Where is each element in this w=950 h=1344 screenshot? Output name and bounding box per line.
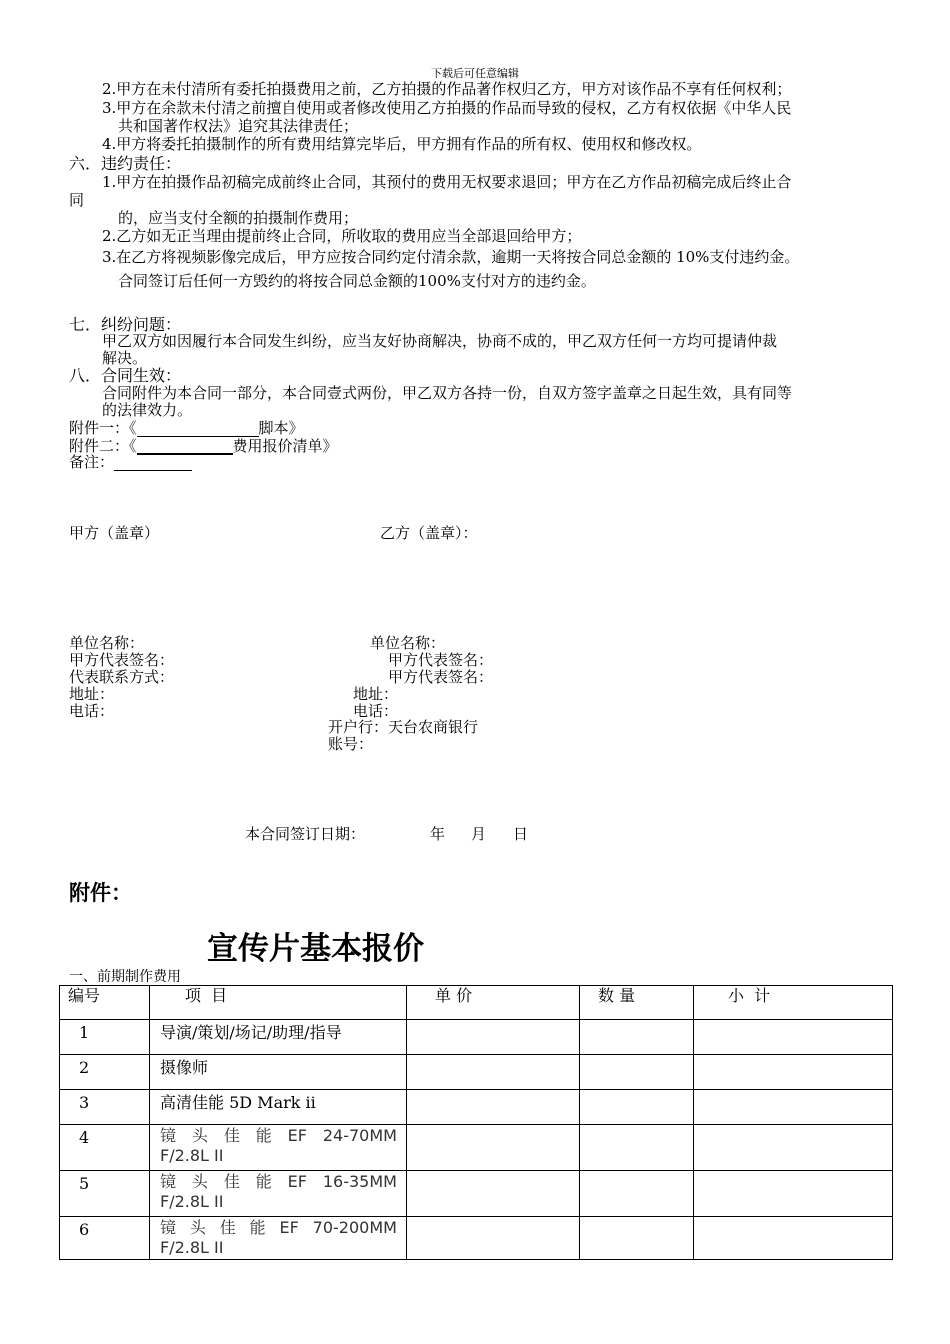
note <box>69 453 192 471</box>
row-quantity[interactable] <box>580 1125 694 1171</box>
row-unit-price[interactable] <box>407 1217 580 1260</box>
sign-date-month: 月 <box>471 825 487 843</box>
left-address: 地址： <box>69 685 115 703</box>
header-no: 编号 <box>60 986 150 1020</box>
row-subtotal[interactable] <box>694 1090 893 1125</box>
row-item-line1 <box>160 1218 397 1238</box>
row-no: 5 <box>60 1171 150 1217</box>
item-word: 70-200MM <box>312 1218 397 1237</box>
item-word: 24-70MM <box>322 1126 397 1145</box>
sign-date-day: 日 <box>513 825 529 843</box>
right-account: 账号： <box>328 735 374 753</box>
row-unit-price[interactable] <box>407 1090 580 1125</box>
header-note: 下载后可任意编辑 <box>431 67 519 80</box>
section8-heading: 八．合同生效： <box>69 366 182 385</box>
item-word: EF <box>287 1126 307 1145</box>
row-item <box>150 1171 407 1217</box>
section8-line1: 合同附件为本合同一部分，本合同壹式两份，甲乙双方各持一份，自双方签字盖章之日起生效，具有同等 <box>102 384 793 402</box>
row-item <box>150 1217 407 1260</box>
right-bank: 开户行：天台农商银行 <box>328 718 479 736</box>
header-subtotal: 小 计 <box>694 986 893 1020</box>
row-item-line2: F/2.8L II <box>160 1146 224 1165</box>
section7-heading: 七．纠纷问题： <box>69 315 182 334</box>
row-subtotal[interactable] <box>694 1217 893 1260</box>
row-quantity[interactable] <box>580 1217 694 1260</box>
attachment-2-prefix: 附件二：《 <box>69 437 137 455</box>
row-no: 2 <box>60 1055 150 1090</box>
table-header-row <box>60 986 893 1020</box>
attachment-1-prefix: 附件一：《 <box>69 419 137 437</box>
appendix-heading: 附件： <box>69 881 132 905</box>
left-unit-name: 单位名称： <box>69 634 145 652</box>
section6-clause3: 3.在乙方将视频影像完成后，甲方应按合同约定付清余款，逾期一天将按合同总金额的 10%支付违约金。 <box>102 248 800 266</box>
row-item-line2: F/2.8L II <box>160 1238 224 1257</box>
attachment-2-suffix: 费用报价清单》 <box>232 437 338 455</box>
sign-date-label: 本合同签订日期： <box>245 825 366 843</box>
item-word: 佳 <box>223 1126 240 1145</box>
header-item: 项 目 <box>150 986 407 1020</box>
item-word: EF <box>279 1218 299 1237</box>
row-no: 6 <box>60 1217 150 1260</box>
right-rep-signature-2: 甲方代表签名： <box>388 668 494 686</box>
right-address: 地址： <box>353 685 399 703</box>
row-item: 导演/策划/场记/助理/指导 <box>150 1020 407 1055</box>
row-item-line1 <box>160 1126 397 1146</box>
header-quantity: 数 量 <box>580 986 694 1020</box>
row-unit-price[interactable] <box>407 1020 580 1055</box>
note-label: 备注： <box>69 453 115 471</box>
left-rep-contact: 代表联系方式： <box>69 668 175 686</box>
party-a-seal: 甲方（盖章） <box>69 524 160 542</box>
item-word: 头 <box>189 1218 206 1237</box>
note-blank[interactable] <box>114 453 192 471</box>
item-word: 能 <box>255 1126 272 1145</box>
row-quantity[interactable] <box>580 1020 694 1055</box>
quote-table <box>59 985 893 1260</box>
section6-heading: 六．违约责任： <box>69 154 182 173</box>
row-item-line2: F/2.8L II <box>160 1192 224 1211</box>
section8-line2: 的法律效力。 <box>102 401 193 419</box>
left-rep-signature: 甲方代表签名： <box>69 651 175 669</box>
item-word: 16-35MM <box>322 1172 397 1191</box>
section6-clause4: 合同签订后任何一方毁约的将按合同总金额的100%支付对方的违约金。 <box>118 272 596 290</box>
clause-2: 2.甲方在未付清所有委托拍摄费用之前，乙方拍摄的作品著作权归乙方，甲方对该作品不享有任何权利； <box>102 80 792 98</box>
item-word: 头 <box>191 1172 208 1191</box>
row-quantity[interactable] <box>580 1090 694 1125</box>
row-no: 1 <box>60 1020 150 1055</box>
row-item <box>150 1125 407 1171</box>
row-no: 3 <box>60 1090 150 1125</box>
item-word: 佳 <box>223 1172 240 1191</box>
right-rep-signature: 甲方代表签名： <box>388 651 494 669</box>
quote-section-label: 一、前期制作费用 <box>69 969 181 985</box>
item-word: 镜 <box>160 1218 177 1237</box>
item-word: 镜 <box>160 1126 177 1145</box>
section6-clause2: 2.乙方如无正当理由提前终止合同，所收取的费用应当全部退回给甲方； <box>102 227 582 245</box>
row-subtotal[interactable] <box>694 1055 893 1090</box>
clause-4: 4.甲方将委托拍摄制作的所有费用结算完毕后，甲方拥有作品的所有权、使用权和修改权。 <box>102 135 702 153</box>
attachment-1 <box>69 419 304 437</box>
row-subtotal[interactable] <box>694 1125 893 1171</box>
section6-clause1-line1: 1.甲方在拍摄作品初稿完成前终止合同，其预付的费用无权要求退回；甲方在乙方作品初稿完成后终止合 <box>102 173 792 191</box>
quote-title: 宣传片基本报价 <box>207 931 424 967</box>
clause-3-line2: 共和国著作权法》追究其法律责任； <box>118 117 359 135</box>
table-row <box>60 1055 893 1090</box>
section7-line1: 甲乙双方如因履行本合同发生纠纷，应当友好协商解决，协商不成的，甲乙双方任何一方均可提请仲裁 <box>102 332 778 350</box>
section6-clause1-line3: 的，应当支付全额的拍摄制作费用； <box>118 209 359 227</box>
header-unit-price: 单 价 <box>407 986 580 1020</box>
table-row <box>60 1217 893 1260</box>
table-row <box>60 1020 893 1055</box>
right-unit-name: 单位名称： <box>370 634 446 652</box>
row-quantity[interactable] <box>580 1055 694 1090</box>
row-unit-price[interactable] <box>407 1171 580 1217</box>
party-b-seal: 乙方（盖章）： <box>380 524 478 542</box>
right-phone: 电话： <box>353 702 399 720</box>
item-word: 能 <box>249 1218 266 1237</box>
clause-3-line1: 3.甲方在余款未付清之前擅自使用或者修改使用乙方拍摄的作品而导致的侵权，乙方有权依据《中华人民 <box>102 99 792 117</box>
item-word: 能 <box>255 1172 272 1191</box>
table-row <box>60 1125 893 1171</box>
row-item: 摄像师 <box>150 1055 407 1090</box>
left-phone: 电话： <box>69 702 115 720</box>
item-word: 头 <box>191 1126 208 1145</box>
item-word: 佳 <box>219 1218 236 1237</box>
row-unit-price[interactable] <box>407 1125 580 1171</box>
section7-line2: 解决。 <box>102 349 148 367</box>
row-quantity[interactable] <box>580 1171 694 1217</box>
item-word: 镜 <box>160 1172 177 1191</box>
row-no: 4 <box>60 1125 150 1171</box>
section6-clause1-line2: 同 <box>69 191 85 209</box>
row-subtotal[interactable] <box>694 1171 893 1217</box>
row-item-line1 <box>160 1172 397 1192</box>
attachment-1-blank[interactable] <box>137 419 259 437</box>
item-word: EF <box>287 1172 307 1191</box>
row-item: 高清佳能 5D Mark ii <box>150 1090 407 1125</box>
row-subtotal[interactable] <box>694 1020 893 1055</box>
table-row <box>60 1090 893 1125</box>
table-row <box>60 1171 893 1217</box>
sign-date-year: 年 <box>430 825 446 843</box>
row-unit-price[interactable] <box>407 1055 580 1090</box>
attachment-1-suffix: 脚本》 <box>258 419 304 437</box>
